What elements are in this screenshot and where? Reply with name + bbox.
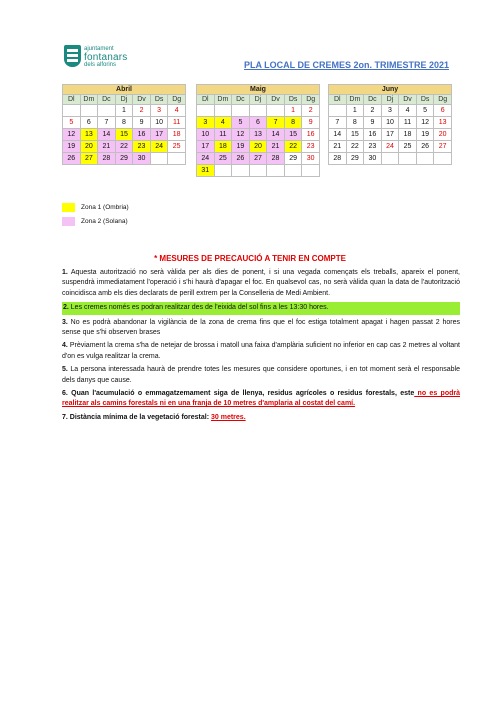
rule-text: No es podrà abandonar la vigilància de la zona de crema fins que el foc estiga totalment apagat i hagen passat 2 hores sense que s'hi observen brases bbox=[62, 318, 460, 337]
empty-cell bbox=[197, 105, 215, 117]
day-cell: 13 bbox=[80, 129, 98, 141]
municipal-logo bbox=[64, 44, 144, 70]
day-cell: 22 bbox=[115, 141, 133, 153]
rule-text: Prèviament la crema s'ha de netejar de brossa i matoll una faixa d'amplària suficient no inferior en cap cas 2 metres al voltant d'on es vulga realitzar la crema. bbox=[62, 342, 460, 360]
day-cell: 3 bbox=[150, 105, 168, 117]
day-cell: 20 bbox=[80, 141, 98, 153]
day-cell: 26 bbox=[63, 153, 81, 165]
day-cell: 30 bbox=[364, 153, 382, 165]
day-cell: 12 bbox=[232, 129, 250, 141]
day-cell: 8 bbox=[284, 117, 302, 129]
weekday-header: Ds bbox=[150, 95, 168, 105]
empty-cell bbox=[329, 105, 347, 117]
rule-number: 3. bbox=[62, 318, 68, 326]
day-cell: 21 bbox=[98, 141, 116, 153]
day-cell: 2 bbox=[364, 105, 382, 117]
day-cell: 9 bbox=[133, 117, 151, 129]
day-cell: 25 bbox=[168, 141, 186, 153]
calendar-juny bbox=[328, 84, 452, 165]
empty-cell bbox=[232, 105, 250, 117]
rule-3 bbox=[62, 318, 460, 339]
empty-cell bbox=[381, 153, 399, 165]
day-cell: 21 bbox=[329, 141, 347, 153]
day-cell: 7 bbox=[98, 117, 116, 129]
empty-cell bbox=[98, 105, 116, 117]
rule-2 bbox=[62, 302, 460, 314]
weekday-header: Dc bbox=[232, 95, 250, 105]
weekday-header: Dj bbox=[115, 95, 133, 105]
empty-cell bbox=[63, 105, 81, 117]
weekday-header: Dc bbox=[364, 95, 382, 105]
day-cell: 10 bbox=[381, 117, 399, 129]
weekday-header: Dg bbox=[434, 95, 452, 105]
day-cell: 5 bbox=[232, 117, 250, 129]
day-cell: 7 bbox=[329, 117, 347, 129]
legend bbox=[62, 202, 129, 230]
weekday-header: Dm bbox=[80, 95, 98, 105]
precautions-list bbox=[62, 268, 460, 423]
coat-of-arms-icon bbox=[64, 45, 81, 67]
day-cell: 23 bbox=[302, 141, 320, 153]
day-cell: 15 bbox=[346, 129, 364, 141]
day-cell: 15 bbox=[284, 129, 302, 141]
rule-text: Aquesta autorització no serà vàlida per als dies de ponent, i si una vegada començats els treballs, apareix el ponent, suspendrà immediatament l'operació i s'hi haurà d'apagar el foc. En qualsevol cas, no serà vàlida quan la data de l'autorització coincidisca amb els dies declarats de perill extrem per la Conselleria de Medi Ambient. bbox=[62, 269, 460, 297]
day-cell: 18 bbox=[168, 129, 186, 141]
day-cell: 14 bbox=[329, 129, 347, 141]
day-cell: 24 bbox=[197, 153, 215, 165]
day-cell: 1 bbox=[346, 105, 364, 117]
day-cell: 4 bbox=[399, 105, 417, 117]
empty-cell bbox=[302, 165, 320, 177]
weekday-header: Dm bbox=[214, 95, 232, 105]
month-name: Abril bbox=[63, 85, 186, 95]
day-cell: 6 bbox=[249, 117, 267, 129]
day-cell: 16 bbox=[364, 129, 382, 141]
day-cell: 20 bbox=[249, 141, 267, 153]
day-cell: 13 bbox=[434, 117, 452, 129]
day-cell: 18 bbox=[399, 129, 417, 141]
weekday-header: Dl bbox=[63, 95, 81, 105]
day-cell: 23 bbox=[133, 141, 151, 153]
day-cell: 14 bbox=[267, 129, 285, 141]
month-name: Juny bbox=[329, 85, 452, 95]
day-cell: 17 bbox=[150, 129, 168, 141]
day-cell: 16 bbox=[302, 129, 320, 141]
day-cell: 11 bbox=[214, 129, 232, 141]
day-cell: 29 bbox=[284, 153, 302, 165]
logo-text-line2: fontanars bbox=[84, 52, 128, 63]
precautions-heading: * MESURES DE PRECAUCIÓ A TENIR EN COMPTE bbox=[154, 254, 346, 263]
rule-number: 1. bbox=[62, 269, 68, 276]
day-cell: 2 bbox=[133, 105, 151, 117]
day-cell: 7 bbox=[267, 117, 285, 129]
day-cell: 26 bbox=[416, 141, 434, 153]
weekday-header: Dm bbox=[346, 95, 364, 105]
day-cell: 30 bbox=[302, 153, 320, 165]
page-title: PLA LOCAL DE CREMES 2on. TRIMESTRE 2021 bbox=[244, 60, 450, 70]
empty-cell bbox=[249, 105, 267, 117]
day-cell: 17 bbox=[197, 141, 215, 153]
calendar-maig bbox=[196, 84, 320, 177]
empty-cell bbox=[267, 105, 285, 117]
weekday-header: Dc bbox=[98, 95, 116, 105]
day-cell: 29 bbox=[115, 153, 133, 165]
day-cell: 12 bbox=[416, 117, 434, 129]
day-cell: 8 bbox=[346, 117, 364, 129]
rule-number: 2. bbox=[63, 304, 69, 312]
empty-cell bbox=[214, 105, 232, 117]
day-cell: 6 bbox=[80, 117, 98, 129]
empty-cell bbox=[214, 165, 232, 177]
day-cell: 6 bbox=[434, 105, 452, 117]
day-cell: 26 bbox=[232, 153, 250, 165]
empty-cell bbox=[434, 153, 452, 165]
weekday-header: Ds bbox=[416, 95, 434, 105]
day-cell: 17 bbox=[381, 129, 399, 141]
day-cell: 27 bbox=[249, 153, 267, 165]
calendar-abril bbox=[62, 84, 186, 165]
day-cell: 11 bbox=[168, 117, 186, 129]
day-cell: 16 bbox=[133, 129, 151, 141]
day-cell: 31 bbox=[197, 165, 215, 177]
weekday-header: Dv bbox=[267, 95, 285, 105]
day-cell: 1 bbox=[284, 105, 302, 117]
day-cell: 25 bbox=[214, 153, 232, 165]
day-cell: 5 bbox=[416, 105, 434, 117]
day-cell: 22 bbox=[346, 141, 364, 153]
day-cell: 10 bbox=[150, 117, 168, 129]
rule-1 bbox=[62, 268, 460, 299]
day-cell: 25 bbox=[399, 141, 417, 153]
day-cell: 5 bbox=[63, 117, 81, 129]
day-cell: 15 bbox=[115, 129, 133, 141]
day-cell: 9 bbox=[364, 117, 382, 129]
rule-text-bold: 7. Distància mínima de la vegetació forestal: bbox=[62, 413, 211, 421]
day-cell: 4 bbox=[214, 117, 232, 129]
day-cell: 14 bbox=[98, 129, 116, 141]
zone1-swatch bbox=[62, 203, 75, 212]
day-cell: 21 bbox=[267, 141, 285, 153]
rule-7 bbox=[62, 413, 460, 423]
weekday-header: Dj bbox=[249, 95, 267, 105]
zone2-swatch bbox=[62, 217, 75, 226]
weekday-header: Dl bbox=[197, 95, 215, 105]
day-cell: 8 bbox=[115, 117, 133, 129]
rule-number: 4. bbox=[62, 342, 68, 350]
empty-cell bbox=[416, 153, 434, 165]
legend-zone1 bbox=[62, 202, 129, 213]
day-cell: 19 bbox=[416, 129, 434, 141]
day-cell: 19 bbox=[232, 141, 250, 153]
rule-text: La persona interessada haurà de prendre totes les mesures que considere oportunes, i en tot moment serà el responsable dels danys que cause. bbox=[62, 366, 460, 384]
day-cell: 2 bbox=[302, 105, 320, 117]
day-cell: 28 bbox=[267, 153, 285, 165]
weekday-header: Dg bbox=[168, 95, 186, 105]
day-cell: 22 bbox=[284, 141, 302, 153]
rule-number: 5. bbox=[62, 366, 68, 374]
weekday-header: Ds bbox=[284, 95, 302, 105]
day-cell: 1 bbox=[115, 105, 133, 117]
empty-cell bbox=[168, 153, 186, 165]
day-cell: 4 bbox=[168, 105, 186, 117]
day-cell: 3 bbox=[197, 117, 215, 129]
empty-cell bbox=[249, 165, 267, 177]
logo-text-line1: ajuntament bbox=[84, 46, 114, 52]
legend-zone1-label: Zona 1 (Ombria) bbox=[81, 204, 129, 211]
day-cell: 3 bbox=[381, 105, 399, 117]
weekday-header: Dl bbox=[329, 95, 347, 105]
weekday-header: Dv bbox=[399, 95, 417, 105]
rule-text-warning: no es podrà realitzar als camins forestals ni en una franja de 10 metres d'amplaria al costat del camí. bbox=[62, 390, 460, 408]
empty-cell bbox=[267, 165, 285, 177]
day-cell: 27 bbox=[434, 141, 452, 153]
day-cell: 28 bbox=[329, 153, 347, 165]
rule-text: Les cremes només es podran realitzar des de l'eixida del sol fins a les 13:30 hores. bbox=[68, 304, 329, 312]
day-cell: 12 bbox=[63, 129, 81, 141]
day-cell: 23 bbox=[364, 141, 382, 153]
weekday-header: Dg bbox=[302, 95, 320, 105]
day-cell: 11 bbox=[399, 117, 417, 129]
day-cell: 24 bbox=[150, 141, 168, 153]
rule-5 bbox=[62, 365, 460, 386]
day-cell: 29 bbox=[346, 153, 364, 165]
empty-cell bbox=[150, 153, 168, 165]
day-cell: 30 bbox=[133, 153, 151, 165]
weekday-header: Dv bbox=[133, 95, 151, 105]
day-cell: 24 bbox=[381, 141, 399, 153]
day-cell: 10 bbox=[197, 129, 215, 141]
empty-cell bbox=[232, 165, 250, 177]
day-cell: 20 bbox=[434, 129, 452, 141]
rule-6 bbox=[62, 389, 460, 410]
day-cell: 19 bbox=[63, 141, 81, 153]
month-name: Maig bbox=[197, 85, 320, 95]
day-cell: 27 bbox=[80, 153, 98, 165]
empty-cell bbox=[284, 165, 302, 177]
day-cell: 18 bbox=[214, 141, 232, 153]
legend-zone2-label: Zona 2 (Solana) bbox=[81, 218, 128, 225]
empty-cell bbox=[80, 105, 98, 117]
weekday-header: Dj bbox=[381, 95, 399, 105]
day-cell: 13 bbox=[249, 129, 267, 141]
rule-text-bold: 6. Quan l'acumulació o emmagatzemament siga de llenya, residus agrícoles o residus forestals, este bbox=[62, 390, 415, 398]
logo-text-line3: dels alforins bbox=[84, 62, 117, 68]
legend-zone2 bbox=[62, 216, 129, 227]
day-cell: 9 bbox=[302, 117, 320, 129]
day-cell: 28 bbox=[98, 153, 116, 165]
empty-cell bbox=[399, 153, 417, 165]
rule-4 bbox=[62, 341, 460, 362]
rule-text-warning: 30 metres. bbox=[211, 413, 246, 421]
